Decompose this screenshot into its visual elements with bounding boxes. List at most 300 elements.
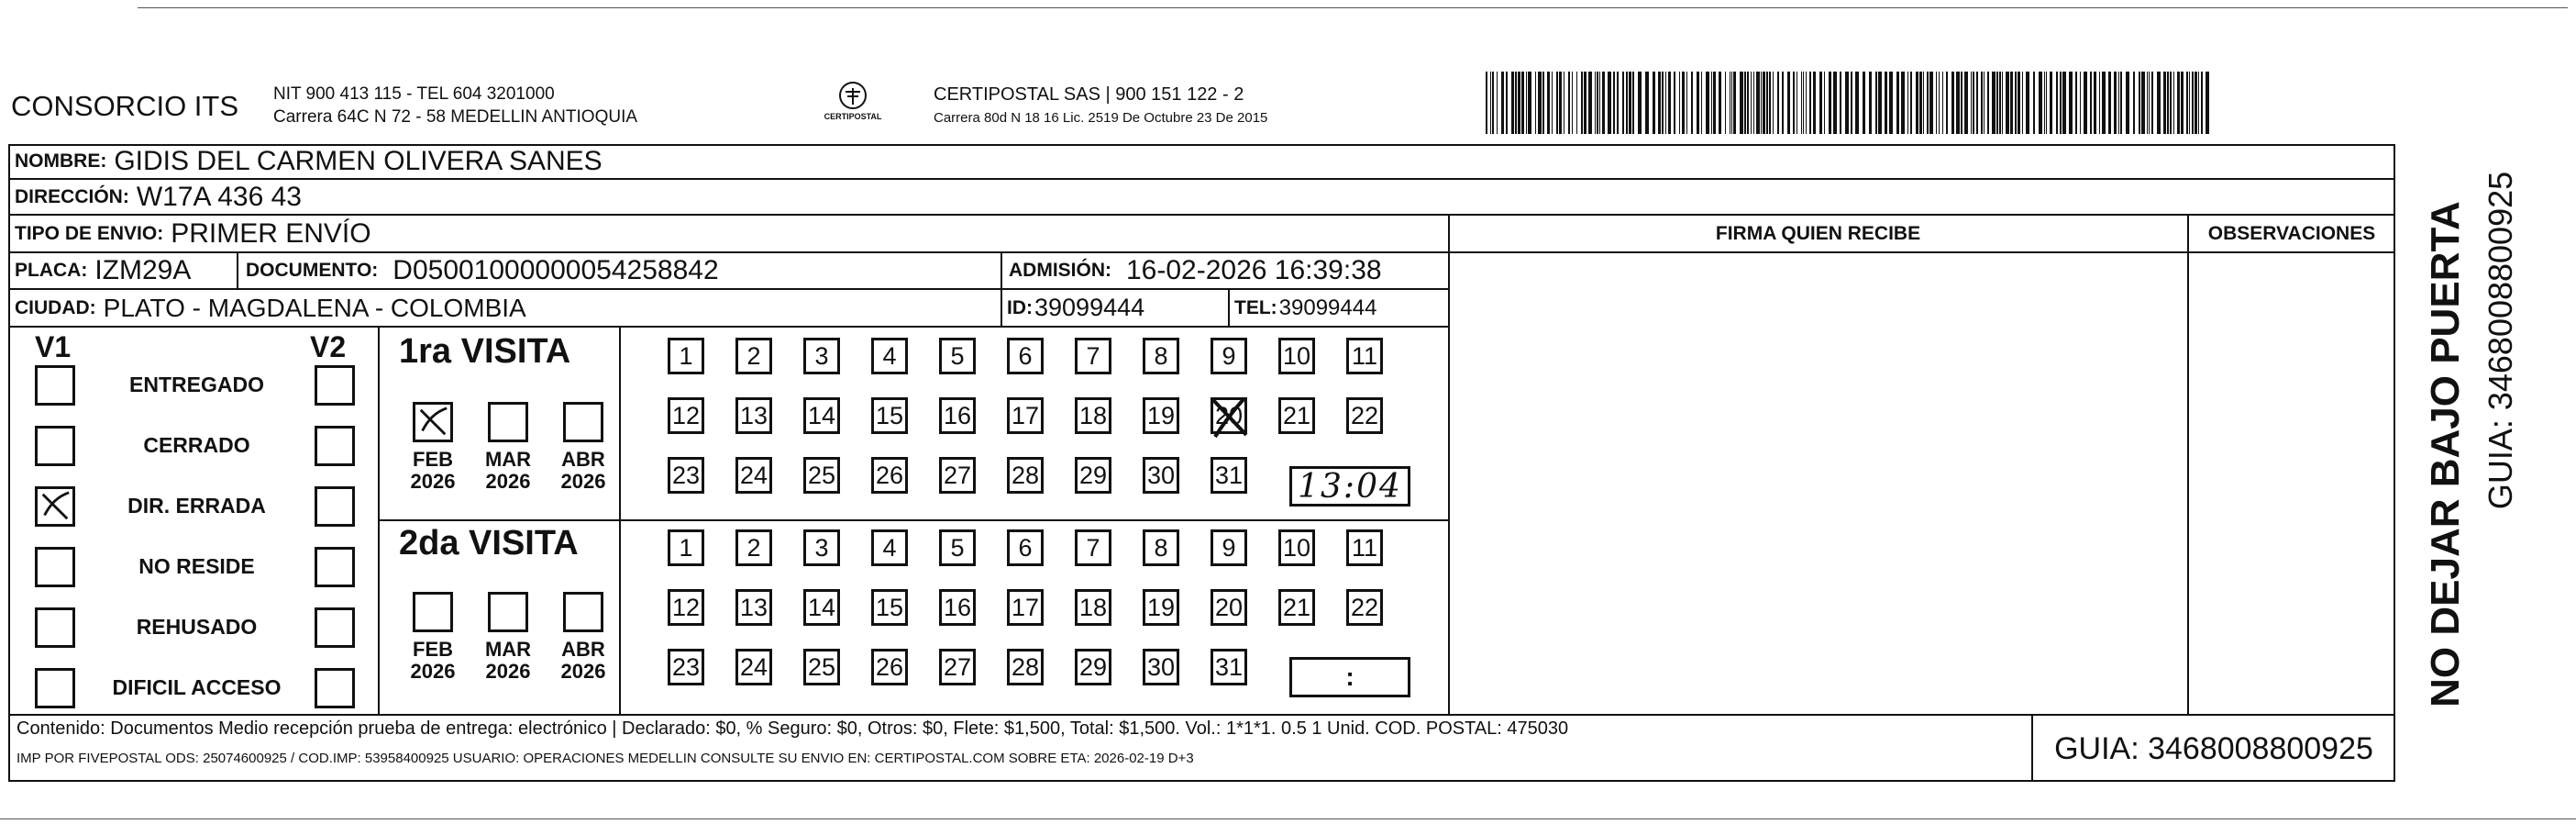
footer-line-1: Contenido: Documentos Medio recepción prueba de entrega: electrónico | Declarado: $0, % Seguro: $0, Otros: $0, Flete: $1,500, Total: $1,500. Vol.: 1*1*1. 0.5 1 Unid. COD. POSTAL: 475030 [17, 718, 1569, 739]
v2-checkbox[interactable] [315, 365, 355, 406]
day-box-22[interactable]: 22 [1346, 397, 1383, 434]
month-name: ABR [561, 638, 605, 661]
barcode-bar [1996, 72, 1998, 134]
documento-label: DOCUMENTO: [246, 260, 379, 281]
barcode-bar [1626, 72, 1628, 134]
v1-checkbox[interactable] [35, 486, 75, 527]
barcode-bar [1869, 72, 1872, 134]
day-box-14[interactable]: 14 [803, 397, 840, 434]
barcode-bar [1809, 72, 1811, 134]
v2-checkbox[interactable] [315, 547, 355, 587]
barcode-bar [1711, 72, 1712, 134]
day-box-31[interactable]: 31 [1211, 457, 1247, 494]
month-year: 2026 [560, 470, 606, 493]
v1-checkbox[interactable] [35, 365, 75, 406]
barcode-bar [1806, 72, 1807, 134]
barcode-bar [1819, 72, 1822, 134]
barcode-bar [2018, 72, 2020, 134]
day-box-9[interactable]: 9 [1211, 529, 1247, 566]
barcode-bar [1697, 72, 1699, 134]
visit1-time-handwritten: 13:04 [1298, 467, 1402, 506]
barcode-bar [1713, 72, 1716, 134]
id-value: 39099444 [1034, 294, 1145, 321]
day-box-13[interactable]: 13 [735, 589, 772, 626]
barcode-bar [1682, 72, 1685, 134]
barcode-bar [2141, 72, 2145, 134]
barcode-bar [1613, 72, 1615, 134]
barcode-bar [1939, 72, 1940, 134]
barcode-bar [1833, 72, 1837, 134]
barcode-bar [1777, 72, 1779, 134]
barcode-bar [2050, 72, 2052, 134]
barcode-bar [2090, 72, 2092, 134]
day-box-10[interactable]: 10 [1278, 338, 1315, 374]
barcode-bar [1793, 72, 1795, 134]
barcode-bar [2026, 72, 2029, 134]
barcode-bar [1725, 72, 1726, 134]
col-tel [1228, 288, 1230, 326]
day-box-1[interactable]: 1 [668, 529, 704, 566]
barcode-bar [1840, 72, 1841, 134]
barcode-bar [1951, 72, 1954, 134]
admision-value: 16-02-2026 16:39:38 [1126, 255, 1382, 285]
check-mark-icon [38, 489, 72, 524]
barcode-bar [1638, 72, 1642, 134]
barcode-bar [2170, 72, 2172, 134]
day-box-21[interactable]: 21 [1278, 397, 1315, 434]
barcode-bar [1568, 72, 1570, 134]
barcode-bar [1518, 72, 1520, 134]
day-box-11[interactable]: 11 [1346, 338, 1383, 374]
day-box-2[interactable]: 2 [735, 338, 772, 374]
barcode-bar [1824, 72, 1825, 134]
barcode-bar [2120, 72, 2122, 134]
col-firma-left [1448, 214, 1450, 714]
day-box-22[interactable]: 22 [1346, 589, 1383, 626]
day-box-27[interactable]: 27 [939, 457, 976, 494]
v1-checkbox[interactable] [35, 426, 75, 466]
status-label: REHUSADO [136, 615, 258, 639]
barcode-bar [1662, 72, 1664, 134]
barcode-bar [1803, 72, 1804, 134]
day-box-8[interactable]: 8 [1143, 529, 1179, 566]
barcode-bar [1875, 72, 1877, 134]
barcode-bar [1916, 72, 1918, 134]
barcode-bar [1602, 72, 1605, 134]
barcode-bar [1556, 72, 1558, 134]
visit2-time-placeholder: : [1345, 663, 1354, 691]
barcode-bar [2080, 72, 2081, 134]
col-months [619, 326, 621, 714]
barcode-bar [1528, 72, 1531, 134]
day-box-23[interactable]: 23 [668, 649, 704, 685]
v2-label: V2 [310, 330, 347, 363]
day-marked-cross-icon [1210, 395, 1252, 440]
barcode-bar [1740, 72, 1743, 134]
barcode-bar [1576, 72, 1577, 134]
company-name: CONSORCIO ITS [11, 90, 239, 122]
day-box-28[interactable]: 28 [1007, 649, 1044, 685]
day-box-18[interactable]: 18 [1075, 397, 1111, 434]
barcode-bar [1597, 72, 1598, 134]
barcode-bar [1668, 72, 1671, 134]
barcode-bar [1733, 72, 1736, 134]
firma-label: FIRMA QUIEN RECIBE [1715, 222, 1921, 244]
v1-checkbox[interactable] [35, 547, 75, 587]
barcode-bar [1511, 72, 1514, 134]
barcode-bar [1936, 72, 1937, 134]
barcode-bar [1559, 72, 1562, 134]
barcode [1486, 72, 2219, 134]
direccion-row [15, 180, 302, 214]
day-box-17[interactable]: 17 [1007, 589, 1044, 626]
barcode-bar [2075, 72, 2077, 134]
barcode-bar [2022, 72, 2023, 134]
barcode-bar [1787, 72, 1790, 134]
day-box-25[interactable]: 25 [803, 457, 840, 494]
day-box-31[interactable]: 31 [1211, 649, 1247, 685]
barcode-bar [1885, 72, 1887, 134]
v1-checkbox[interactable] [35, 607, 75, 648]
barcode-bar [1629, 72, 1631, 134]
barcode-bar [2010, 72, 2013, 134]
logo-text: CERTIPOSTAL [824, 112, 882, 121]
barcode-bar [2044, 72, 2045, 134]
barcode-bar [1984, 72, 1985, 134]
day-box-20[interactable]: 20 [1211, 589, 1247, 626]
check-mark-icon [415, 405, 450, 440]
barcode-bar [1773, 72, 1774, 134]
barcode-bar [1490, 72, 1491, 134]
tel-cell [1234, 290, 1376, 326]
barcode-bar [2133, 72, 2135, 134]
documento-value: D05001000000054258842 [392, 255, 719, 285]
placa-cell [15, 253, 191, 288]
rule-1 [8, 178, 2395, 180]
month-checkbox-abr[interactable] [563, 592, 603, 632]
nombre-row [15, 145, 603, 178]
day-box-12[interactable]: 12 [668, 397, 704, 434]
placa-value: IZM29A [94, 255, 192, 285]
barcode-bar [1588, 72, 1592, 134]
tipo-value: PRIMER ENVÍO [171, 217, 371, 249]
day-box-21[interactable]: 21 [1278, 589, 1315, 626]
v2-checkbox[interactable] [315, 486, 355, 527]
day-box-8[interactable]: 8 [1143, 338, 1179, 374]
barcode-bar [2201, 72, 2203, 134]
day-box-2[interactable]: 2 [735, 529, 772, 566]
day-box-6[interactable]: 6 [1007, 338, 1044, 374]
barcode-bar [1701, 72, 1702, 134]
month-year: 2026 [485, 660, 531, 683]
barcode-bar [2181, 72, 2184, 134]
barcode-bar [2206, 72, 2209, 134]
barcode-bar [1521, 72, 1524, 134]
month-checkbox-abr[interactable] [563, 402, 603, 442]
day-box-3[interactable]: 3 [803, 529, 840, 566]
month-name: FEB [413, 448, 453, 471]
barcode-bar [1863, 72, 1865, 134]
barcode-bar [2062, 72, 2066, 134]
barcode-bar [2002, 72, 2003, 134]
barcode-bar [2149, 72, 2150, 134]
barcode-bar [1956, 72, 1960, 134]
direccion-label: DIRECCIÓN: [15, 185, 129, 207]
barcode-bar [1547, 72, 1550, 134]
barcode-bar [1538, 72, 1542, 134]
barcode-bar [1961, 72, 1962, 134]
day-box-19[interactable]: 19 [1143, 397, 1179, 434]
status-label: NO RESIDE [138, 554, 255, 578]
barcode-bar [1552, 72, 1553, 134]
barcode-bar [1526, 72, 1527, 134]
barcode-bar [1829, 72, 1831, 134]
barcode-bar [1497, 72, 1498, 134]
footer-line-2: IMP POR FIVEPOSTAL ODS: 25074600925 / COD.IMP: 53958400925 USUARIO: OPERACIONES MEDELLIN CONSULTE SU ENVIO EN: CERTIPOSTAL.COM SOBRE ETA: 2026-02-19 D+3 [17, 751, 1194, 766]
barcode-bar [1653, 72, 1655, 134]
barcode-bar [1766, 72, 1768, 134]
v1-label: V1 [35, 330, 72, 363]
side-vertical-block [2407, 138, 2563, 780]
month-checkbox-feb[interactable] [413, 402, 453, 442]
month-name: MAR [484, 638, 532, 661]
day-box-28[interactable]: 28 [1007, 457, 1044, 494]
barcode-bar [2084, 72, 2087, 134]
barcode-bar [2163, 72, 2166, 134]
day-box-30[interactable]: 30 [1143, 649, 1179, 685]
barcode-bar [1645, 72, 1649, 134]
barcode-bar [2195, 72, 2197, 134]
barcode-bar [2015, 72, 2017, 134]
placa-label: PLACA: [15, 260, 88, 281]
barcode-bar [2167, 72, 2169, 134]
day-box-1[interactable]: 1 [668, 338, 704, 374]
barcode-bar [2069, 72, 2073, 134]
barcode-bar [1919, 72, 1922, 134]
scan-edge-top [138, 7, 2568, 8]
barcode-bar [1501, 72, 1504, 134]
barcode-bar [1691, 72, 1693, 134]
barcode-bar [1706, 72, 1709, 134]
visit2-time-box[interactable] [1289, 657, 1410, 697]
day-box-24[interactable]: 24 [735, 457, 772, 494]
barcode-bar [2102, 72, 2106, 134]
barcode-bar [1515, 72, 1517, 134]
day-box-16[interactable]: 16 [939, 589, 976, 626]
tel-label: TEL: [1234, 296, 1277, 318]
barcode-bar [1927, 72, 1929, 134]
barcode-bar [1851, 72, 1852, 134]
month-year: 2026 [485, 470, 531, 493]
day-box-19[interactable]: 19 [1143, 589, 1179, 626]
status-label: CERRADO [143, 433, 250, 457]
day-box-10[interactable]: 10 [1278, 529, 1315, 566]
barcode-bar [1492, 72, 1494, 134]
day-box-18[interactable]: 18 [1075, 589, 1111, 626]
barcode-bar [1581, 72, 1583, 134]
day-box-7[interactable]: 7 [1075, 529, 1111, 566]
month-year: 2026 [410, 660, 456, 683]
day-box-20[interactable]: 20 [1211, 397, 1247, 434]
barcode-bar [1756, 72, 1760, 134]
barcode-bar [2177, 72, 2180, 134]
day-box-17[interactable]: 17 [1007, 397, 1044, 434]
month-checkbox-feb[interactable] [413, 592, 453, 632]
visit1-title: 1ra VISITA [399, 332, 571, 371]
day-box-4[interactable]: 4 [871, 338, 908, 374]
tel-value: 39099444 [1278, 295, 1377, 320]
month-year: 2026 [410, 470, 456, 493]
day-box-11[interactable]: 11 [1346, 529, 1383, 566]
side-guia: GUIA: 3468008800925 [2482, 171, 2519, 510]
day-box-26[interactable]: 26 [871, 457, 908, 494]
day-box-29[interactable]: 29 [1075, 649, 1111, 685]
company-address: Carrera 64C N 72 - 58 MEDELLIN ANTIOQUIA [273, 107, 638, 127]
barcode-bar [1506, 72, 1508, 134]
barcode-bar [2033, 72, 2035, 134]
barcode-bar [1999, 72, 2001, 134]
day-box-5[interactable]: 5 [939, 529, 976, 566]
barcode-bar [1751, 72, 1752, 134]
barcode-bar [1981, 72, 1983, 134]
barcode-bar [2006, 72, 2009, 134]
scan-edge-bottom [0, 818, 2576, 819]
month-year: 2026 [560, 660, 606, 683]
company-nit: NIT 900 413 115 - TEL 604 3201000 [273, 84, 555, 104]
col-obs-left [2187, 214, 2189, 714]
col-placa [237, 251, 238, 288]
v1-checkbox[interactable] [35, 668, 75, 708]
day-box-5[interactable]: 5 [939, 338, 976, 374]
nombre-label: NOMBRE: [15, 150, 107, 172]
barcode-bar [1910, 72, 1912, 134]
barcode-bar [2056, 72, 2058, 134]
v2-checkbox[interactable] [315, 668, 355, 708]
barcode-bar [1878, 72, 1882, 134]
barcode-bar [1744, 72, 1746, 134]
barcode-bar [2173, 72, 2174, 134]
barcode-bar [1973, 72, 1974, 134]
admision-cell [1009, 253, 1382, 288]
barcode-bar [2147, 72, 2148, 134]
barcode-bar [1747, 72, 1749, 134]
status-label: ENTREGADO [129, 373, 264, 396]
day-box-29[interactable]: 29 [1075, 457, 1111, 494]
barcode-bar [2039, 72, 2042, 134]
rule-3b [1448, 251, 2395, 253]
barcode-bar [1971, 72, 1972, 134]
barcode-bar [2108, 72, 2111, 134]
visit1-time-box[interactable] [1289, 466, 1410, 507]
barcode-bar [2198, 72, 2199, 134]
day-box-26[interactable]: 26 [871, 649, 908, 685]
day-box-3[interactable]: 3 [803, 338, 840, 374]
barcode-bar [2126, 72, 2129, 134]
day-box-30[interactable]: 30 [1143, 457, 1179, 494]
barcode-bar [1987, 72, 1989, 134]
ciudad-value: PLATO - MAGDALENA - COLOMBIA [103, 293, 526, 322]
barcode-bar [1595, 72, 1596, 134]
col-status [378, 326, 380, 714]
day-box-14[interactable]: 14 [803, 589, 840, 626]
barcode-bar [1622, 72, 1624, 134]
direccion-value: W17A 436 43 [136, 181, 302, 212]
barcode-bar [1889, 72, 1893, 134]
month-name: MAR [484, 448, 532, 471]
col-admision [1001, 251, 1002, 326]
side-warning: NO DEJAR BAJO PUERTA [2423, 201, 2468, 707]
barcode-bar [2094, 72, 2096, 134]
id-cell [1007, 290, 1144, 326]
barcode-bar [1782, 72, 1784, 134]
status-label: DIR. ERRADA [127, 494, 266, 518]
day-box-15[interactable]: 15 [871, 589, 908, 626]
v2-checkbox[interactable] [315, 426, 355, 466]
barcode-bar [1719, 72, 1721, 134]
day-box-6[interactable]: 6 [1007, 529, 1044, 566]
barcode-bar [1679, 72, 1680, 134]
day-box-23[interactable]: 23 [668, 457, 704, 494]
barcode-bar [1731, 72, 1732, 134]
barcode-bar [1686, 72, 1687, 134]
day-box-15[interactable]: 15 [871, 397, 908, 434]
barcode-bar [2151, 72, 2153, 134]
rule-visit-split [378, 519, 1448, 521]
barcode-bar [1813, 72, 1816, 134]
barcode-bar [1608, 72, 1611, 134]
documento-cell [246, 253, 719, 288]
visit2-title: 2da VISITA [399, 524, 579, 562]
barcode-bar [1907, 72, 1908, 134]
rule-5 [8, 326, 1448, 328]
day-box-12[interactable]: 12 [668, 589, 704, 626]
day-box-9[interactable]: 9 [1211, 338, 1247, 374]
month-name: FEB [413, 638, 453, 661]
day-box-25[interactable]: 25 [803, 649, 840, 685]
barcode-bar [1769, 72, 1771, 134]
day-box-7[interactable]: 7 [1075, 338, 1111, 374]
month-checkbox-mar[interactable] [488, 402, 528, 442]
day-box-27[interactable]: 27 [939, 649, 976, 685]
admision-label: ADMISIÓN: [1009, 260, 1111, 281]
month-checkbox-mar[interactable] [488, 592, 528, 632]
day-box-16[interactable]: 16 [939, 397, 976, 434]
barcode-bar [1901, 72, 1905, 134]
barcode-bar [1486, 72, 1487, 134]
barcode-bar [1929, 72, 1933, 134]
v2-checkbox[interactable] [315, 607, 355, 648]
barcode-bar [1617, 72, 1619, 134]
certipostal-logo [807, 79, 899, 127]
ciudad-cell [15, 290, 526, 326]
barcode-bar [2060, 72, 2062, 134]
barcode-bar [1992, 72, 1996, 134]
barcode-bar [2192, 72, 2194, 134]
day-box-4[interactable]: 4 [871, 529, 908, 566]
barcode-bar [1801, 72, 1802, 134]
barcode-bar [1542, 72, 1544, 134]
day-box-24[interactable]: 24 [735, 649, 772, 685]
barcode-bar [1855, 72, 1859, 134]
day-box-13[interactable]: 13 [735, 397, 772, 434]
carrier-address: Carrera 80d N 18 16 Lic. 2519 De Octubre 23 De 2015 [934, 110, 1268, 126]
barcode-bar [2114, 72, 2117, 134]
ciudad-label: CIUDAD: [15, 296, 96, 318]
id-label: ID: [1007, 296, 1033, 318]
barcode-bar [1761, 72, 1762, 134]
nombre-value: GIDIS DEL CARMEN OLIVERA SANES [114, 146, 603, 176]
barcode-bar [1535, 72, 1536, 134]
